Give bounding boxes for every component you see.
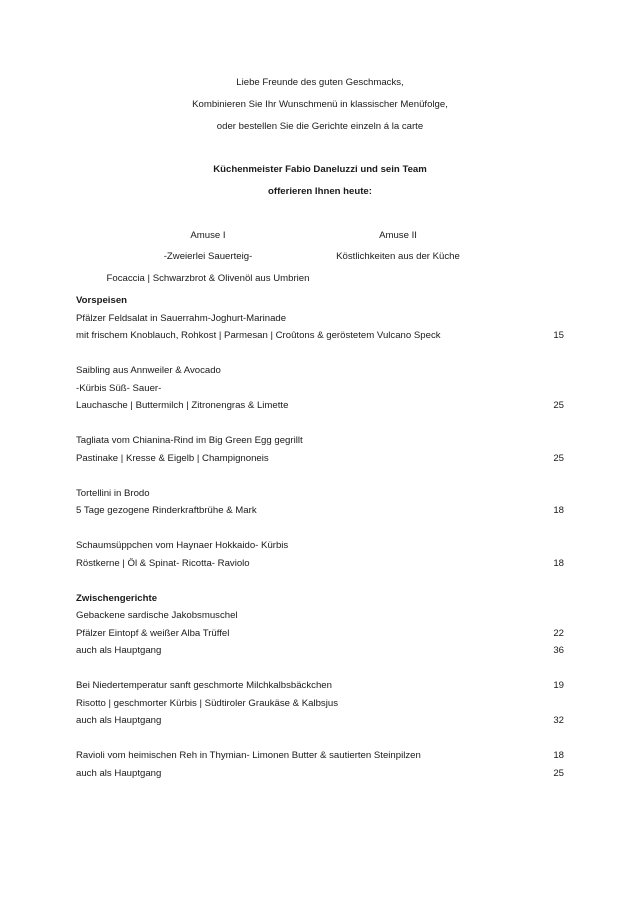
dish-line <box>76 397 564 415</box>
dish-line <box>76 607 564 625</box>
chef-line: Küchenmeister Fabio Daneluzzi und sein Team <box>213 164 427 175</box>
dish-text: Schaumsüppchen vom Haynaer Hokkaido- Kürbis <box>76 540 289 551</box>
dish-text: Tortellini in Brodo <box>76 487 150 499</box>
offer-line: offerieren Ihnen heute: <box>268 186 372 197</box>
dish-text: Lauchasche | Buttermilch | Zitronengras & Limette <box>76 400 289 411</box>
amuse-1-line: -Zweierlei Sauerteig- <box>163 251 253 262</box>
dish-line <box>76 747 564 765</box>
dish-text: Pfälzer Feldsalat in Sauerrahm-Joghurt-Marinade <box>76 312 287 324</box>
dish-text: Tagliata vom Chianina-Rind im Big Green Egg gegrillt <box>76 435 303 446</box>
price: 25 <box>553 767 564 779</box>
price: 36 <box>553 645 564 656</box>
intro-line: Kombinieren Sie Ihr Wunschmenü in klassischer Menüfolge, <box>192 99 448 110</box>
price: 32 <box>553 715 564 726</box>
menu <box>76 292 564 782</box>
section-title: Zwischengerichte <box>76 592 158 604</box>
price: 19 <box>553 680 564 691</box>
dish-line <box>76 450 564 468</box>
dish-text: Pfälzer Eintopf & weißer Alba Trüffel <box>76 627 230 639</box>
section-title: Vorspeisen <box>76 295 128 306</box>
amuse-1-title: Amuse I <box>190 230 226 241</box>
dish-line <box>76 432 564 450</box>
price: 18 <box>553 505 564 516</box>
dish-text: mit frischem Knoblauch, Rohkost | Parmesan | Croûtons & geröstetem Vulcano Speck <box>76 330 441 341</box>
dish-line <box>76 380 564 398</box>
dish-text: Gebackene sardische Jakobsmuschel <box>76 610 238 621</box>
dish-line <box>76 537 564 555</box>
dish-line <box>76 765 564 783</box>
dish-text: auch als Hauptgang <box>76 767 162 779</box>
intro-line: Liebe Freunde des guten Geschmacks, <box>236 77 404 88</box>
dish-line <box>76 712 564 730</box>
price: 18 <box>553 557 564 569</box>
dish-line <box>76 677 564 695</box>
dish-text: Ravioli vom heimischen Reh in Thymian- Limonen Butter & sautierten Steinpilzen <box>76 750 421 761</box>
dish-text: -Kürbis Süß- Sauer- <box>76 382 162 394</box>
amuse-2-line: Köstlichkeiten aus der Küche <box>336 251 460 262</box>
section-title-zwischengerichte <box>76 590 564 608</box>
dish-line <box>76 502 564 520</box>
dish-line <box>76 362 564 380</box>
dish-line <box>76 327 564 345</box>
dish-text: Bei Niedertemperatur sanft geschmorte Milchkalbsbäckchen <box>76 680 332 691</box>
price: 25 <box>553 400 564 411</box>
price: 15 <box>553 330 564 341</box>
dish-line <box>76 555 564 573</box>
price: 22 <box>553 627 564 639</box>
dish-line <box>76 310 564 328</box>
dish-line <box>76 485 564 503</box>
dish-text: auch als Hauptgang <box>76 715 162 726</box>
dish-line <box>76 642 564 660</box>
intro-line: oder bestellen Sie die Gerichte einzeln á la carte <box>216 121 424 132</box>
dish-text: Röstkerne | Öl & Spinat- Ricotta- Raviolo <box>76 557 250 569</box>
price: 18 <box>553 750 564 761</box>
dish-text: Saibling aus Annweiler & Avocado <box>76 365 221 376</box>
amuse-2-title: Amuse II <box>379 230 417 241</box>
dish-line <box>76 625 564 643</box>
dish-text: 5 Tage gezogene Rinderkraftbrühe & Mark <box>76 505 257 516</box>
dish-text: auch als Hauptgang <box>76 645 162 656</box>
vorspeisen-list <box>76 310 564 573</box>
section-title-vorspeisen <box>76 292 564 310</box>
dish-text: Risotto | geschmorter Kürbis | Südtiroler Graukäse & Kalbsjus <box>76 697 338 709</box>
dish-line <box>76 695 564 713</box>
price: 25 <box>553 452 564 464</box>
dish-text: Pastinake | Kresse & Eigelb | Champignoneis <box>76 452 269 464</box>
amuse-1-line: Focaccia | Schwarzbrot & Olivenöl aus Umbrien <box>106 273 310 284</box>
